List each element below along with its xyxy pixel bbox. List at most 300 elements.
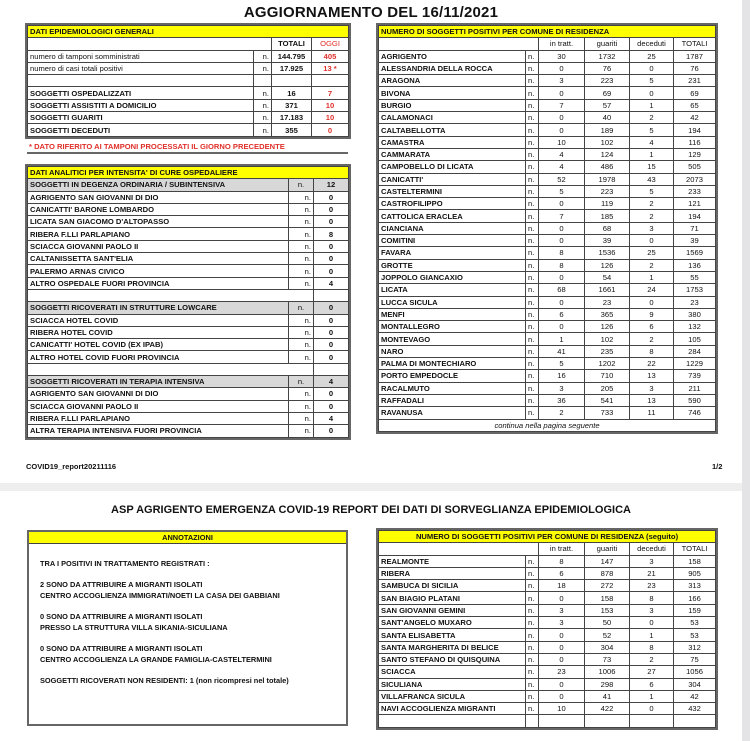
in-trattamento: 7 <box>539 99 585 111</box>
in-trattamento: 0 <box>539 87 585 99</box>
comune-name: BIVONA <box>379 87 526 99</box>
hospital-value: 0 <box>314 191 349 203</box>
comune-name: COMITINI <box>379 235 526 247</box>
comune-name: RACALMUTO <box>379 382 526 394</box>
spacer-row <box>28 289 349 301</box>
hospital-unit: n. <box>289 265 314 277</box>
guariti: 878 <box>585 567 630 579</box>
comune-name: CALAMONACI <box>379 112 526 124</box>
annotations-header: ANNOTAZIONI <box>29 532 346 544</box>
in-trattamento: 4 <box>539 161 585 173</box>
in-trattamento: 0 <box>539 222 585 234</box>
row-oggi: 10 <box>312 99 349 111</box>
general-row <box>28 62 349 74</box>
totali: 53 <box>674 617 716 629</box>
hospital-intensity-table <box>27 166 349 438</box>
in-trattamento: 0 <box>539 271 585 283</box>
deceduti: 8 <box>630 345 674 357</box>
comune-unit: n. <box>526 124 539 136</box>
comune-name: CASTROFILIPPO <box>379 198 526 210</box>
deceduti: 8 <box>630 592 674 604</box>
row-unit: n. <box>254 124 272 136</box>
comune-row <box>379 617 716 629</box>
hospital-row <box>28 277 349 289</box>
hospital-value: 4 <box>314 412 349 424</box>
totali: 304 <box>674 678 716 690</box>
comune-row <box>379 112 716 124</box>
comune-unit: n. <box>526 161 539 173</box>
deceduti: 3 <box>630 555 674 567</box>
guariti: 733 <box>585 407 630 419</box>
deceduti: 2 <box>630 333 674 345</box>
comune-unit: n. <box>526 382 539 394</box>
comune-row <box>379 580 716 592</box>
totali: 1056 <box>674 666 716 678</box>
comune-name: LICATA <box>379 284 526 296</box>
comune-row <box>379 124 716 136</box>
general-row <box>28 99 349 111</box>
totali: 55 <box>674 271 716 283</box>
comune-name: GROTTE <box>379 259 526 271</box>
deceduti: 2 <box>630 210 674 222</box>
deceduti: 2 <box>630 653 674 665</box>
comune-unit: n. <box>526 271 539 283</box>
comune-row <box>379 235 716 247</box>
group-unit: n. <box>289 179 314 191</box>
row-totali: 144.795 <box>272 50 312 62</box>
annotation-line: SOGGETTI RICOVERATI NON RESIDENTI: 1 (non ricompresi nel totale) <box>40 676 289 685</box>
guariti: 422 <box>585 703 630 715</box>
comune-name: PORTO EMPEDOCLE <box>379 370 526 382</box>
comune-row <box>379 678 716 690</box>
in-trattamento: 0 <box>539 690 585 702</box>
hospital-label: SCIACCA GIOVANNI PAOLO II <box>28 400 289 412</box>
hospital-row <box>28 240 349 252</box>
hospital-value: 0 <box>314 265 349 277</box>
comune-unit: n. <box>526 99 539 111</box>
comune-name: SANTA ELISABETTA <box>379 629 526 641</box>
hospital-row <box>28 265 349 277</box>
column-header: in tratt. <box>539 543 585 555</box>
in-trattamento: 0 <box>539 592 585 604</box>
comune-name: CASTELTERMINI <box>379 185 526 197</box>
comune-row <box>379 345 716 357</box>
hospital-label: CANICATTI' HOTEL COVID (EX IPAB) <box>28 339 289 351</box>
totali: 23 <box>674 296 716 308</box>
annotation-paragraph <box>40 558 335 569</box>
hospital-value: 0 <box>314 240 349 252</box>
guariti: 272 <box>585 580 630 592</box>
col-totali: TOTALI <box>272 38 312 50</box>
hospital-label: SCIACCA HOTEL COVID <box>28 314 289 326</box>
totali: 380 <box>674 308 716 320</box>
hospital-value: 4 <box>314 277 349 289</box>
guariti: 189 <box>585 124 630 136</box>
comune-name: NARO <box>379 345 526 357</box>
hospital-label: CALTANISSETTA SANT'ELIA <box>28 253 289 265</box>
guariti: 1732 <box>585 50 630 62</box>
page-title-2: ASP AGRIGENTO EMERGENZA COVID-19 REPORT DEI DATI DI SORVEGLIANZA EPIDEMIOLOGICA <box>111 504 631 516</box>
deceduti: 0 <box>630 617 674 629</box>
guariti: 73 <box>585 653 630 665</box>
comune-unit: n. <box>526 653 539 665</box>
guariti: 153 <box>585 604 630 616</box>
deceduti: 5 <box>630 185 674 197</box>
row-totali: 17.925 <box>272 62 312 74</box>
comune-name: RIBERA <box>379 567 526 579</box>
report-page-2 <box>0 491 742 741</box>
annotation-line: TRA I POSITIVI IN TRATTAMENTO REGISTRATI : <box>40 559 210 568</box>
hospital-value: 0 <box>314 400 349 412</box>
totali: 39 <box>674 235 716 247</box>
row-oggi: 7 <box>312 87 349 99</box>
comune-name: SAN BIAGIO PLATANI <box>379 592 526 604</box>
hospital-value: 0 <box>314 326 349 338</box>
comune-name: CAMASTRA <box>379 136 526 148</box>
in-trattamento: 23 <box>539 666 585 678</box>
totali: 231 <box>674 75 716 87</box>
comune-row <box>379 703 716 715</box>
deceduti: 6 <box>630 678 674 690</box>
in-trattamento: 5 <box>539 185 585 197</box>
general-row <box>28 87 349 99</box>
deceduti: 1 <box>630 271 674 283</box>
hospital-unit: n. <box>289 216 314 228</box>
hospital-unit: n. <box>289 203 314 215</box>
guariti: 710 <box>585 370 630 382</box>
footnote: * DATO RIFERITO AI TAMPONI PROCESSATI IL GIORNO PRECEDENTE <box>29 142 285 151</box>
comune-unit: n. <box>526 333 539 345</box>
group-unit: n. <box>289 376 314 388</box>
general-row <box>28 50 349 62</box>
guariti: 223 <box>585 185 630 197</box>
guariti: 205 <box>585 382 630 394</box>
comune-name: RAFFADALI <box>379 394 526 406</box>
totali: 136 <box>674 259 716 271</box>
comune-unit: n. <box>526 394 539 406</box>
group-value: 4 <box>314 376 349 388</box>
continue-row <box>379 419 716 431</box>
totali: 71 <box>674 222 716 234</box>
hospital-label: ALTRO OSPEDALE FUORI PROVINCIA <box>28 277 289 289</box>
report-id: COVID19_report20211116 <box>26 462 117 471</box>
deceduti: 2 <box>630 259 674 271</box>
totali: 42 <box>674 112 716 124</box>
comune-unit: n. <box>526 604 539 616</box>
in-trattamento: 7 <box>539 210 585 222</box>
totali: 166 <box>674 592 716 604</box>
totali: 432 <box>674 703 716 715</box>
comune-name: CATTOLICA ERACLEA <box>379 210 526 222</box>
totali: 2073 <box>674 173 716 185</box>
comune-row <box>379 592 716 604</box>
totali: 905 <box>674 567 716 579</box>
hospital-value: 0 <box>314 388 349 400</box>
deceduti: 23 <box>630 580 674 592</box>
comune-name: FAVARA <box>379 247 526 259</box>
comune-name: JOPPOLO GIANCAXIO <box>379 271 526 283</box>
guariti: 147 <box>585 555 630 567</box>
hospital-value: 0 <box>314 425 349 437</box>
column-header: TOTALI <box>674 543 716 555</box>
comuni-header: NUMERO DI SOGGETTI POSITIVI PER COMUNE DI RESIDENZA <box>379 26 716 38</box>
comune-row <box>379 148 716 160</box>
in-trattamento: 30 <box>539 50 585 62</box>
row-unit: n. <box>254 112 272 124</box>
annotation-paragraph <box>40 675 335 686</box>
comune-row <box>379 321 716 333</box>
row-totali <box>272 75 312 87</box>
totali: 284 <box>674 345 716 357</box>
comune-unit: n. <box>526 703 539 715</box>
comune-unit: n. <box>526 136 539 148</box>
comune-name: SCIACCA <box>379 666 526 678</box>
hospital-unit: n. <box>289 277 314 289</box>
comune-unit: n. <box>526 407 539 419</box>
group-unit: n. <box>289 302 314 314</box>
in-trattamento: 0 <box>539 235 585 247</box>
comune-unit: n. <box>526 678 539 690</box>
row-unit: n. <box>254 99 272 111</box>
row-oggi: 405 <box>312 50 349 62</box>
totali: 194 <box>674 210 716 222</box>
hospital-row <box>28 203 349 215</box>
annotation-paragraph <box>40 643 335 665</box>
deceduti: 3 <box>630 382 674 394</box>
in-trattamento: 5 <box>539 358 585 370</box>
hospital-row <box>28 326 349 338</box>
row-totali: 17.183 <box>272 112 312 124</box>
general-row <box>28 75 349 87</box>
in-trattamento: 1 <box>539 333 585 345</box>
hospital-label: AGRIGENTO SAN GIOVANNI DI DIO <box>28 191 289 203</box>
group-label: SOGGETTI RICOVERATI IN TERAPIA INTENSIVA <box>28 376 289 388</box>
comune-unit: n. <box>526 112 539 124</box>
comune-unit: n. <box>526 358 539 370</box>
totali: 158 <box>674 555 716 567</box>
totali: 121 <box>674 198 716 210</box>
in-trattamento: 0 <box>539 62 585 74</box>
hospital-row <box>28 314 349 326</box>
in-trattamento: 0 <box>539 112 585 124</box>
comune-unit: n. <box>526 247 539 259</box>
comune-unit: n. <box>526 296 539 308</box>
column-header: guariti <box>585 543 630 555</box>
comune-row <box>379 99 716 111</box>
comune-name: CAMPOBELLO DI LICATA <box>379 161 526 173</box>
comune-name: LUCCA SICULA <box>379 296 526 308</box>
in-trattamento: 0 <box>539 321 585 333</box>
guariti: 41 <box>585 690 630 702</box>
guariti: 76 <box>585 62 630 74</box>
comune-name: SAN GIOVANNI GEMINI <box>379 604 526 616</box>
totali: 116 <box>674 136 716 148</box>
hospital-row <box>28 351 349 363</box>
comuni-table <box>378 25 716 432</box>
row-unit <box>254 75 272 87</box>
totali: 590 <box>674 394 716 406</box>
deceduti: 5 <box>630 124 674 136</box>
comune-unit: n. <box>526 75 539 87</box>
deceduti: 4 <box>630 136 674 148</box>
hospital-value: 0 <box>314 216 349 228</box>
totali: 233 <box>674 185 716 197</box>
empty-row <box>379 715 716 727</box>
divider <box>27 152 348 154</box>
comune-name: SANTA MARGHERITA DI BELICE <box>379 641 526 653</box>
annotation-line: 0 SONO DA ATTRIBUIRE A MIGRANTI ISOLATI <box>40 612 203 621</box>
annotations-box <box>27 530 348 726</box>
hospital-label: RIBERA F.LLI PARLAPIANO <box>28 412 289 424</box>
in-trattamento: 68 <box>539 284 585 296</box>
comune-row <box>379 222 716 234</box>
general-data-table <box>27 25 349 137</box>
hospital-label: RIBERA HOTEL COVID <box>28 326 289 338</box>
row-totali: 355 <box>272 124 312 136</box>
guariti: 69 <box>585 87 630 99</box>
comune-unit: n. <box>526 629 539 641</box>
row-unit: n. <box>254 50 272 62</box>
in-trattamento: 4 <box>539 148 585 160</box>
totali: 76 <box>674 62 716 74</box>
comune-unit: n. <box>526 284 539 296</box>
comune-name: CANICATTI' <box>379 173 526 185</box>
row-label: SOGGETTI GUARITI <box>28 112 254 124</box>
hospital-unit: n. <box>289 339 314 351</box>
comuni-continued-header: NUMERO DI SOGGETTI POSITIVI PER COMUNE DI RESIDENZA (seguito) <box>379 531 716 543</box>
deceduti: 15 <box>630 161 674 173</box>
hospital-unit: n. <box>289 400 314 412</box>
in-trattamento: 3 <box>539 382 585 394</box>
comune-row <box>379 308 716 320</box>
row-totali: 16 <box>272 87 312 99</box>
totali: 75 <box>674 653 716 665</box>
in-trattamento: 6 <box>539 308 585 320</box>
in-trattamento: 0 <box>539 629 585 641</box>
hospital-unit: n. <box>289 326 314 338</box>
guariti: 541 <box>585 394 630 406</box>
deceduti: 2 <box>630 198 674 210</box>
comune-unit: n. <box>526 235 539 247</box>
comune-unit: n. <box>526 50 539 62</box>
annotation-paragraph <box>40 579 335 601</box>
deceduti: 24 <box>630 284 674 296</box>
guariti: 119 <box>585 198 630 210</box>
comune-row <box>379 629 716 641</box>
comune-unit: n. <box>526 370 539 382</box>
totali: 1787 <box>674 50 716 62</box>
guariti: 126 <box>585 321 630 333</box>
deceduti: 25 <box>630 50 674 62</box>
row-label <box>28 75 254 87</box>
row-unit: n. <box>254 62 272 74</box>
comune-row <box>379 604 716 616</box>
hospital-row <box>28 388 349 400</box>
row-label: SOGGETTI ASSISTITI A DOMICILIO <box>28 99 254 111</box>
scrollbar[interactable] <box>742 0 750 741</box>
comune-unit: n. <box>526 666 539 678</box>
in-trattamento: 0 <box>539 678 585 690</box>
comune-name: MENFI <box>379 308 526 320</box>
comune-row <box>379 653 716 665</box>
hospital-unit: n. <box>289 388 314 400</box>
comune-name: SANTO STEFANO DI QUISQUINA <box>379 653 526 665</box>
deceduti: 0 <box>630 62 674 74</box>
comune-row <box>379 690 716 702</box>
comune-unit: n. <box>526 173 539 185</box>
comune-row <box>379 50 716 62</box>
totali: 132 <box>674 321 716 333</box>
comune-name: CAMMARATA <box>379 148 526 160</box>
comune-name: SICULIANA <box>379 678 526 690</box>
hospital-value: 0 <box>314 351 349 363</box>
guariti: 40 <box>585 112 630 124</box>
totali: 159 <box>674 604 716 616</box>
totali: 105 <box>674 333 716 345</box>
guariti: 1661 <box>585 284 630 296</box>
comune-name: PALMA DI MONTECHIARO <box>379 358 526 370</box>
annotation-line: CENTRO ACCOGLIENZA LA GRANDE FAMIGLIA-CASTELTERMINI <box>40 655 272 664</box>
comune-name: CIANCIANA <box>379 222 526 234</box>
comune-unit: n. <box>526 210 539 222</box>
in-trattamento: 18 <box>539 580 585 592</box>
guariti: 102 <box>585 333 630 345</box>
deceduti: 5 <box>630 75 674 87</box>
hospital-value: 8 <box>314 228 349 240</box>
totali: 739 <box>674 370 716 382</box>
group-row <box>28 302 349 314</box>
comune-row <box>379 62 716 74</box>
hospital-label: AGRIGENTO SAN GIOVANNI DI DIO <box>28 388 289 400</box>
hospital-label: ALTRA TERAPIA INTENSIVA FUORI PROVINCIA <box>28 425 289 437</box>
hospital-row <box>28 412 349 424</box>
deceduti: 1 <box>630 148 674 160</box>
row-totali: 371 <box>272 99 312 111</box>
comune-name: ALESSANDRIA DELLA ROCCA <box>379 62 526 74</box>
row-oggi: 10 <box>312 112 349 124</box>
comune-unit: n. <box>526 345 539 357</box>
deceduti: 0 <box>630 87 674 99</box>
deceduti: 43 <box>630 173 674 185</box>
comune-name: SANT'ANGELO MUXARO <box>379 617 526 629</box>
comune-name: SAMBUCA DI SICILIA <box>379 580 526 592</box>
guariti: 39 <box>585 235 630 247</box>
hospital-row <box>28 216 349 228</box>
totali: 65 <box>674 99 716 111</box>
row-label: SOGGETTI OSPEDALIZZATI <box>28 87 254 99</box>
in-trattamento: 41 <box>539 345 585 357</box>
guariti: 54 <box>585 271 630 283</box>
comuni-continued-table <box>378 530 716 728</box>
hospital-value: 0 <box>314 203 349 215</box>
page-number: 1/2 <box>712 462 723 471</box>
guariti: 1536 <box>585 247 630 259</box>
comune-row <box>379 161 716 173</box>
guariti: 50 <box>585 617 630 629</box>
comune-row <box>379 394 716 406</box>
row-label: SOGGETTI DECEDUTI <box>28 124 254 136</box>
comune-row <box>379 87 716 99</box>
in-trattamento: 8 <box>539 247 585 259</box>
column-header: in tratt. <box>539 38 585 50</box>
guariti: 304 <box>585 641 630 653</box>
deceduti: 0 <box>630 235 674 247</box>
comune-row <box>379 247 716 259</box>
comune-unit: n. <box>526 690 539 702</box>
comune-unit: n. <box>526 198 539 210</box>
deceduti: 27 <box>630 666 674 678</box>
guariti: 158 <box>585 592 630 604</box>
